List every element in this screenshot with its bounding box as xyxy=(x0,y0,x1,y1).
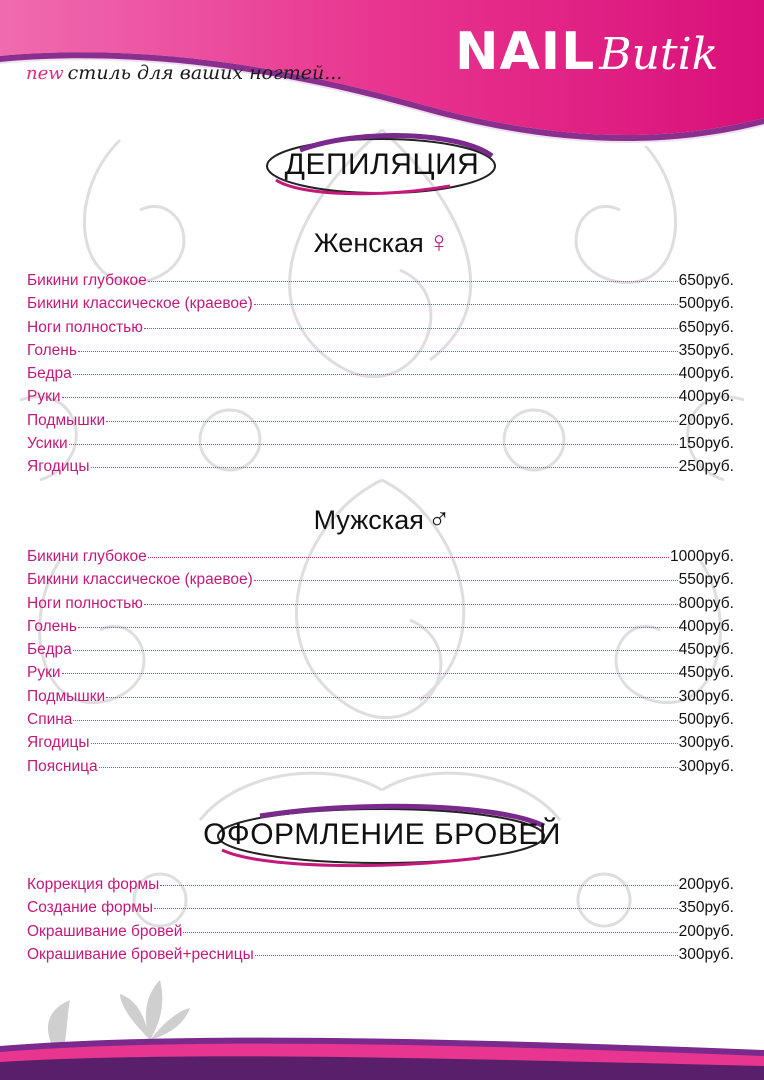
service-price: 300руб. xyxy=(678,734,734,752)
service-name: Создание формы xyxy=(27,899,154,917)
price-row xyxy=(27,641,734,664)
service-name: Усики xyxy=(27,435,68,453)
dot-leader xyxy=(106,697,677,698)
service-price: 650руб. xyxy=(678,318,734,336)
service-price: 500руб. xyxy=(678,711,734,729)
dot-leader xyxy=(254,304,678,305)
price-row xyxy=(27,664,734,687)
service-name: Бедра xyxy=(27,365,72,383)
price-row xyxy=(27,342,734,365)
dot-leader xyxy=(255,955,678,956)
service-price: 450руб. xyxy=(678,641,734,659)
price-row xyxy=(27,734,734,757)
price-row xyxy=(27,388,734,411)
service-name: Ноги полностью xyxy=(27,318,143,336)
service-name: Бикини классическое (краевое) xyxy=(27,571,253,589)
service-name: Коррекция формы xyxy=(27,876,160,893)
service-name: Подмышки xyxy=(27,411,106,429)
service-price: 450руб. xyxy=(678,664,734,682)
dot-leader xyxy=(160,885,677,886)
service-name: Руки xyxy=(27,664,61,682)
price-row xyxy=(27,412,734,435)
dot-leader xyxy=(91,743,678,744)
price-row xyxy=(27,688,734,711)
male-heading xyxy=(0,503,764,537)
price-row xyxy=(27,319,734,342)
tagline-text: стиль для ваших ногтей... xyxy=(67,62,343,84)
price-row xyxy=(27,618,734,641)
dot-leader xyxy=(148,281,678,282)
dot-leader xyxy=(78,627,678,628)
service-name: Ноги полностью xyxy=(27,594,143,612)
dot-leader xyxy=(69,444,678,445)
brand-butik: Butik xyxy=(599,29,719,80)
brand-logo xyxy=(455,22,718,82)
female-price-list xyxy=(27,272,734,482)
service-name: Бикини глубокое xyxy=(27,272,147,289)
service-name: Руки xyxy=(27,388,61,406)
service-price: 300руб. xyxy=(678,945,734,963)
tagline-new: new xyxy=(26,63,64,84)
price-row xyxy=(27,295,734,318)
service-price: 200руб. xyxy=(678,876,734,893)
service-price: 200руб. xyxy=(678,922,734,940)
service-name: Голень xyxy=(27,341,77,359)
tagline xyxy=(26,62,342,84)
male-price-list xyxy=(27,548,734,781)
price-row xyxy=(27,365,734,388)
brand-nail: NAIL xyxy=(455,22,596,82)
price-row xyxy=(27,595,734,618)
service-name: Окрашивание бровей xyxy=(27,922,183,940)
service-price: 200руб. xyxy=(678,411,734,429)
price-row xyxy=(27,923,734,946)
price-row xyxy=(27,899,734,922)
dot-leader xyxy=(73,720,677,721)
price-row xyxy=(27,548,734,571)
service-name: Голень xyxy=(27,617,77,635)
service-price: 1000руб. xyxy=(669,548,734,565)
section-title-brows: ОФОРМЛЕНИЕ БРОВЕЙ xyxy=(203,818,561,851)
service-price: 400руб. xyxy=(678,617,734,635)
price-row xyxy=(27,758,734,781)
service-price: 400руб. xyxy=(678,388,734,406)
price-row xyxy=(27,571,734,594)
service-name: Бедра xyxy=(27,641,72,659)
female-heading xyxy=(0,226,764,260)
service-price: 800руб. xyxy=(678,594,734,612)
service-price: 350руб. xyxy=(678,899,734,917)
section-title-depilation: ДЕПИЛЯЦИЯ xyxy=(284,148,480,181)
service-name: Спина xyxy=(27,711,73,729)
service-price: 350руб. xyxy=(678,341,734,359)
service-price: 500руб. xyxy=(678,295,734,313)
dot-leader xyxy=(154,908,678,909)
price-row xyxy=(27,435,734,458)
service-name: Бикини классическое (краевое) xyxy=(27,295,253,313)
dot-leader xyxy=(148,557,669,558)
price-row xyxy=(27,272,734,295)
dot-leader xyxy=(144,604,678,605)
female-label: Женская xyxy=(313,228,424,258)
service-name: Ягодицы xyxy=(27,734,90,752)
dot-leader xyxy=(91,467,678,468)
female-symbol-icon: ♀ xyxy=(427,226,451,259)
service-price: 300руб. xyxy=(678,757,734,775)
service-name: Поясница xyxy=(27,757,98,775)
dot-leader xyxy=(254,580,678,581)
price-row xyxy=(27,458,734,481)
dot-leader xyxy=(144,328,678,329)
dot-leader xyxy=(62,673,678,674)
service-name: Ягодицы xyxy=(27,458,90,476)
dot-leader xyxy=(183,932,677,933)
dot-leader xyxy=(73,650,678,651)
service-price: 550руб. xyxy=(678,571,734,589)
price-row xyxy=(27,711,734,734)
dot-leader xyxy=(73,374,678,375)
service-name: Подмышки xyxy=(27,687,106,705)
dot-leader xyxy=(62,397,678,398)
male-symbol-icon: ♂ xyxy=(427,503,451,536)
service-price: 400руб. xyxy=(678,365,734,383)
male-label: Мужская xyxy=(313,505,424,535)
service-price: 250руб. xyxy=(678,458,734,476)
service-name: Бикини глубокое xyxy=(27,548,147,565)
dot-leader xyxy=(78,351,678,352)
service-price: 650руб. xyxy=(678,272,734,289)
brows-price-list xyxy=(27,876,734,969)
service-price: 150руб. xyxy=(678,435,734,453)
price-row xyxy=(27,946,734,969)
service-name: Окрашивание бровей+ресницы xyxy=(27,945,254,963)
dot-leader xyxy=(106,421,677,422)
service-price: 300руб. xyxy=(678,687,734,705)
price-row xyxy=(27,876,734,899)
dot-leader xyxy=(99,767,678,768)
